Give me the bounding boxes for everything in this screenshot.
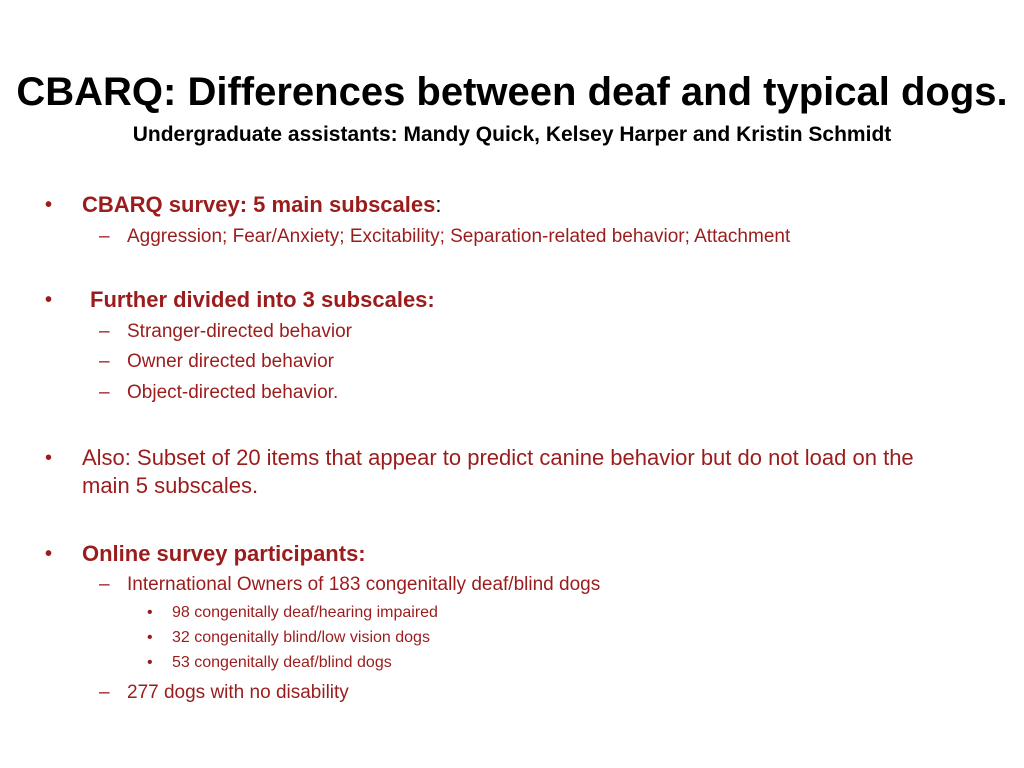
bullet-item <box>45 286 970 314</box>
sub-item <box>99 381 987 405</box>
sub-item-text: Object-directed behavior. <box>127 382 339 403</box>
sub-item <box>99 681 987 705</box>
sub-sub-item <box>147 652 772 674</box>
dash-icon: – <box>99 351 110 372</box>
bullet-text: Also: Subset of 20 items that appear to predict canine behavior but do not load on the main 5 subscales. <box>82 445 914 498</box>
dash-icon: – <box>99 382 110 403</box>
sub-item <box>99 573 987 597</box>
slide-subtitle: Undergraduate assistants: Mandy Quick, Kelsey Harper and Kristin Schmidt <box>132 123 892 146</box>
sub-item-text: Aggression; Fear/Anxiety; Excitability; Separation-related behavior; Attachment <box>127 226 791 247</box>
sub-item <box>99 225 987 249</box>
small-bullet-icon: • <box>147 604 153 621</box>
dash-icon: – <box>99 321 110 342</box>
sub-sub-item <box>147 627 772 649</box>
bullet-text: CBARQ survey: 5 main subscales <box>82 192 436 217</box>
bullet-item <box>45 540 962 568</box>
dash-icon: – <box>99 682 110 703</box>
sub-item-text: International Owners of 183 congenitally deaf/blind dogs <box>127 574 601 595</box>
bullet-icon: • <box>45 194 53 216</box>
sub-item-text: Stranger-directed behavior <box>127 321 352 342</box>
bullet-icon: • <box>45 289 53 311</box>
sub-sub-item <box>147 602 772 624</box>
bullet-item <box>45 191 962 219</box>
dash-icon: – <box>99 226 110 247</box>
sub-item-text: Owner directed behavior <box>127 351 334 372</box>
bullet-icon: • <box>45 543 53 565</box>
small-bullet-icon: • <box>147 654 153 671</box>
bullet-suffix: : <box>435 192 442 217</box>
small-bullet-icon: • <box>147 629 153 646</box>
sub-item-text: 277 dogs with no disability <box>127 682 349 703</box>
sub-sub-item-text: 98 congenitally deaf/hearing impaired <box>172 604 438 621</box>
sub-sub-item-text: 32 congenitally blind/low vision dogs <box>172 629 430 646</box>
slide-title: CBARQ: Differences between deaf and typical dogs. <box>16 70 1008 114</box>
sub-item <box>99 320 987 344</box>
bullet-icon: • <box>45 447 53 469</box>
bullet-text: Online survey participants: <box>82 541 366 566</box>
sub-item <box>99 350 987 374</box>
sub-sub-item-text: 53 congenitally deaf/blind dogs <box>172 654 392 671</box>
bullet-text: Further divided into 3 subscales: <box>90 287 435 312</box>
dash-icon: – <box>99 574 110 595</box>
bullet-item <box>45 444 962 500</box>
